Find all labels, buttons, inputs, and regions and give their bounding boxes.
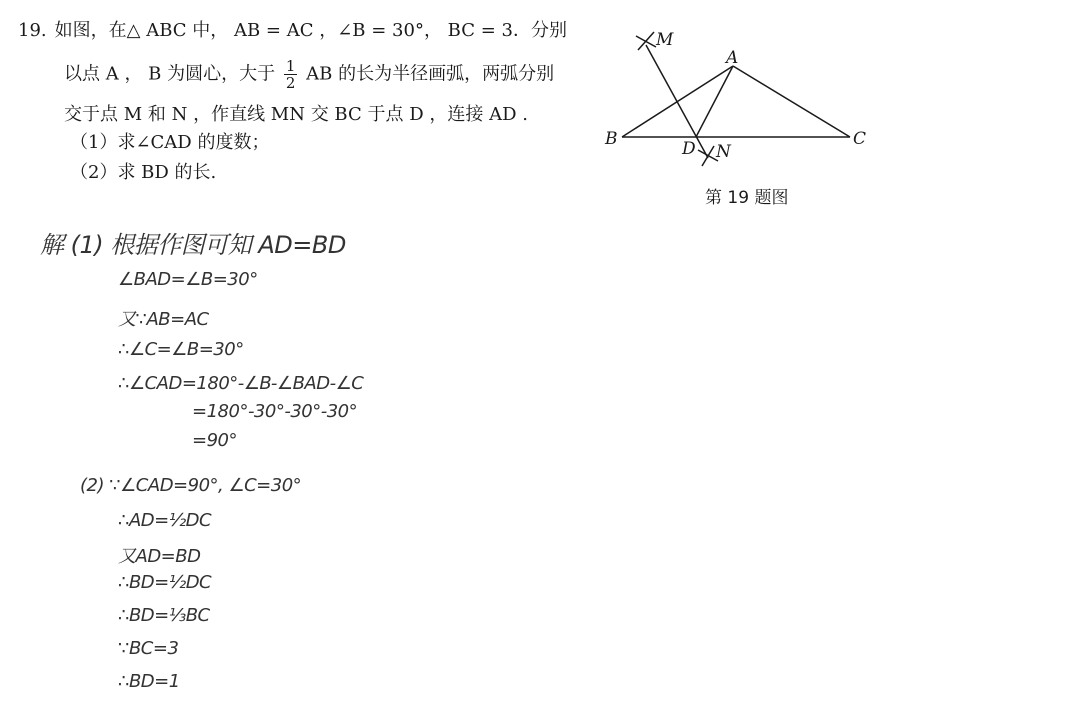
solution-line: ∴BD=½DC bbox=[118, 572, 212, 593]
arc-mark-m bbox=[636, 32, 656, 50]
problem-line-3: 交于点 M 和 N ，作直线 MN 交 BC 于点 D ，连接 AD . bbox=[64, 104, 528, 125]
question-1: （1）求∠CAD 的度数； bbox=[70, 132, 270, 153]
solution-line: ∴BD=⅓BC bbox=[118, 605, 210, 626]
solution-line: =180°-30°-30°-30° bbox=[192, 401, 358, 422]
geometry-figure bbox=[600, 20, 890, 215]
solution-line: 又∵AB=AC bbox=[118, 309, 209, 330]
problem-line-1: 19. 如图，在△ ABC 中， AB = AC ，∠B = 30°， BC = 3．分别 bbox=[18, 20, 567, 41]
solution-line: =90° bbox=[192, 430, 237, 451]
question-2: （2）求 BD 的长. bbox=[70, 162, 217, 183]
solution-line: ∴BD=1 bbox=[118, 671, 180, 692]
label-m: M bbox=[656, 30, 674, 50]
line-mn bbox=[646, 45, 708, 158]
solution-header: 解 (1) 根据作图可知 AD=BD bbox=[40, 231, 346, 259]
solution-line: ∵BC=3 bbox=[118, 638, 179, 659]
arc-mark-n bbox=[698, 146, 718, 166]
solution-line: (2) ∵∠CAD=90°, ∠C=30° bbox=[80, 475, 302, 496]
solution-line: 又AD=BD bbox=[118, 546, 201, 567]
solution-line: ∴AD=½DC bbox=[118, 510, 212, 531]
problem-line-2: 以点 A ， B 为圆心，大于 $\frac{1}{2}$ AB 的长为半径画弧，两弧分别 bbox=[64, 57, 555, 92]
label-c: C bbox=[853, 129, 867, 149]
problem-number: 19. bbox=[18, 20, 47, 41]
label-d: D bbox=[682, 139, 696, 159]
fraction-half: $\frac{1}{2}$ bbox=[285, 57, 296, 92]
figure-caption: 第 19 题图 bbox=[705, 188, 789, 208]
label-b: B bbox=[605, 129, 618, 149]
label-n: N bbox=[716, 142, 731, 162]
segment-ac bbox=[733, 66, 850, 137]
solution-line: ∴∠CAD=180°-∠B-∠BAD-∠C bbox=[118, 373, 364, 394]
solution-line: ∴∠C=∠B=30° bbox=[118, 339, 244, 360]
triangle-diagram bbox=[600, 20, 890, 180]
solution-line: ∠BAD=∠B=30° bbox=[118, 269, 258, 290]
handwritten-solution bbox=[40, 225, 460, 700]
segment-ad bbox=[696, 66, 733, 137]
label-a: A bbox=[726, 48, 739, 68]
